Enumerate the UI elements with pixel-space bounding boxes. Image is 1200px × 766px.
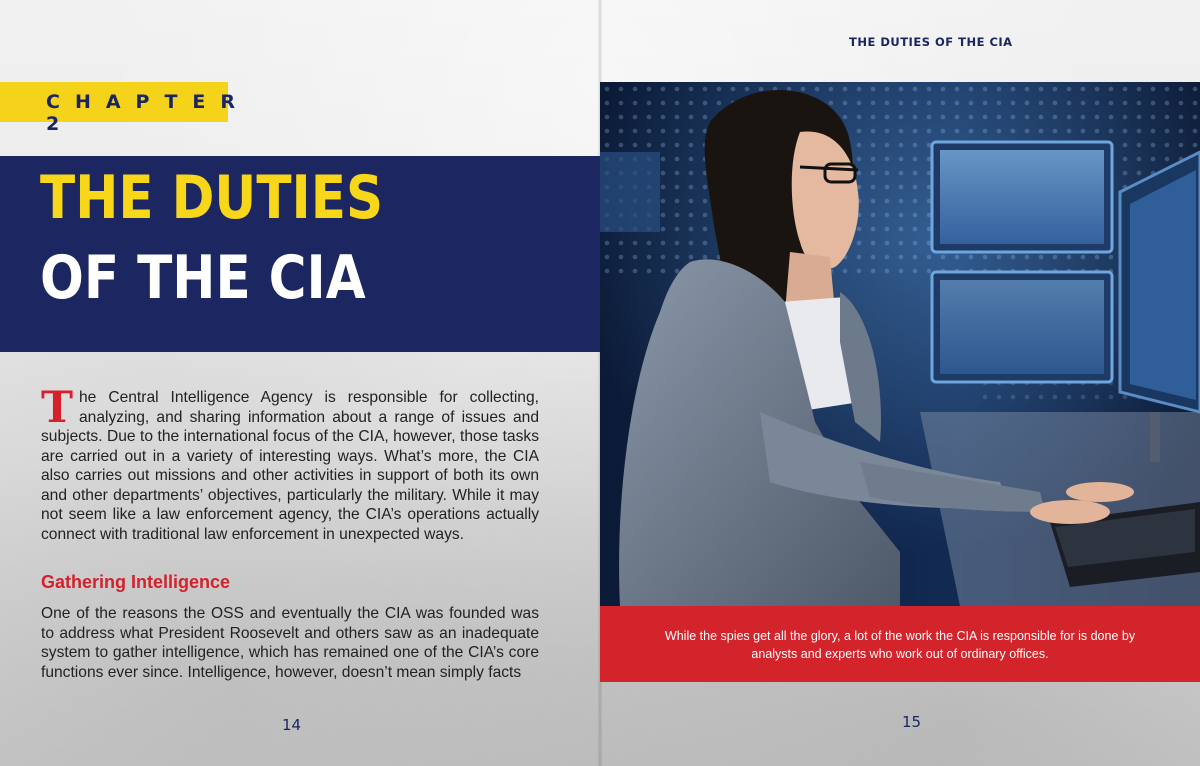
title-band xyxy=(0,156,600,352)
chapter-title-line2: OF THE CIA xyxy=(40,243,366,313)
chapter-label: CHAPTER 2 xyxy=(46,91,251,135)
drop-cap: T xyxy=(41,383,73,433)
analyst-at-computer-photo xyxy=(600,82,1200,606)
photo-caption: While the spies get all the glory, a lot of the work the CIA is responsible for is done by analysts and experts who work out of ordinary offices. xyxy=(664,629,1136,661)
caption-bar xyxy=(600,606,1200,682)
page-number-right: 15 xyxy=(902,713,922,731)
chapter-title-line1: THE DUTIES xyxy=(40,163,384,233)
section-heading: Gathering Intelligence xyxy=(41,572,231,592)
section-paragraph: One of the reasons the OSS and eventually the CIA was founded was to address what President Roosevelt and others saw as an inadequate system to gather intelligence, which has remained one of the CIA’s core functions ever since. Intelligence, however, doesn’t mean simply facts xyxy=(41,605,539,681)
running-head: THE DUTIES OF THE CIA xyxy=(849,35,1013,49)
chapter-tag xyxy=(0,82,251,135)
page-number-left: 14 xyxy=(282,716,302,734)
intro-text: he Central Intelligence Agency is responsible for collecting, analyzing, and sharing information about a range of issues and subjects. Due to the international focus of the CIA, however, those tasks are carried out in a variety of interesting ways. What’s more, the CIA also carries out missions and other activities in support of both its own and other departments’ objectives, particularly the military. While it may not seem like a law enforcement agency, the CIA’s operations actually connect with traditional law enforcement in unexpected ways. xyxy=(41,389,539,543)
intro-paragraph xyxy=(41,383,539,544)
